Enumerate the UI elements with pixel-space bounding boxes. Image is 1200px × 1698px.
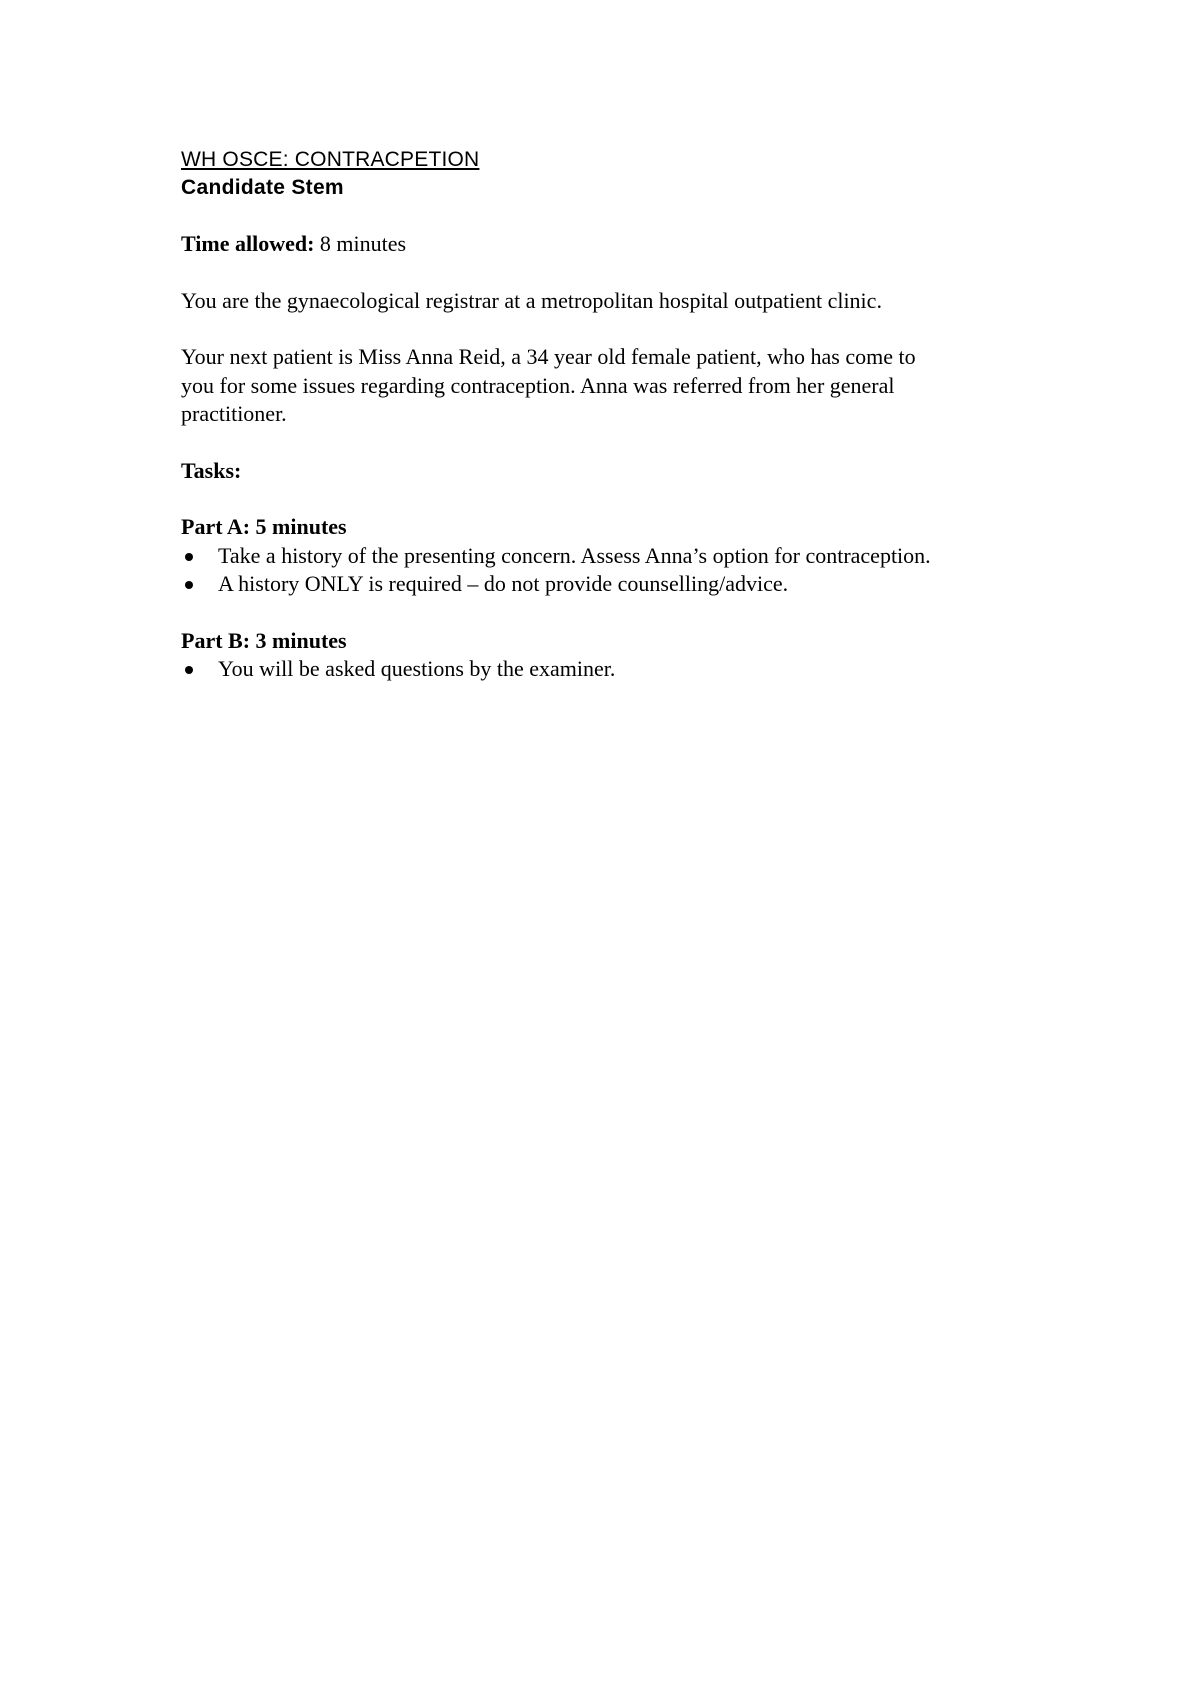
time-allowed-value: 8 minutes (319, 231, 407, 256)
list-item-text: You will be asked questions by the examiner. (218, 656, 616, 681)
time-allowed-label: Time allowed: (181, 231, 315, 256)
intro-paragraph: You are the gynaecological registrar at a metropolitan hospital outpatient clinic. (181, 287, 882, 313)
list-item (181, 655, 1041, 684)
bullet-icon (185, 666, 193, 674)
part-b-list (181, 655, 1041, 684)
time-allowed-line (181, 230, 1041, 259)
part-a-list (181, 542, 1041, 599)
document-subtitle: Candidate Stem (181, 176, 344, 199)
bullet-icon (185, 553, 193, 561)
spacer (181, 202, 1041, 230)
part-a-heading: Part A: 5 minutes (181, 514, 347, 539)
patient-line: practitioner. (181, 401, 287, 426)
list-item-text: A history ONLY is required – do not provide counselling/advice. (218, 571, 789, 596)
list-item (181, 570, 1041, 599)
list-item-text: Take a history of the presenting concern. Assess Anna’s option for contraception. (218, 542, 931, 568)
bullet-icon (185, 581, 193, 589)
spacer (181, 259, 1041, 287)
spacer (181, 315, 1041, 343)
tasks-heading: Tasks: (181, 457, 242, 483)
document-content (181, 146, 1041, 684)
spacer (181, 599, 1041, 627)
document-title: WH OSCE: CONTRACPETION (181, 148, 480, 171)
spacer (181, 429, 1041, 457)
patient-paragraph (181, 343, 1041, 429)
patient-line: Your next patient is Miss Anna Reid, a 34 year old female patient, who has come to (181, 344, 916, 369)
spacer (181, 485, 1041, 513)
list-item (181, 542, 1041, 571)
part-b-heading: Part B: 3 minutes (181, 627, 347, 653)
patient-line: you for some issues regarding contraception. Anna was referred from her general (181, 372, 895, 398)
